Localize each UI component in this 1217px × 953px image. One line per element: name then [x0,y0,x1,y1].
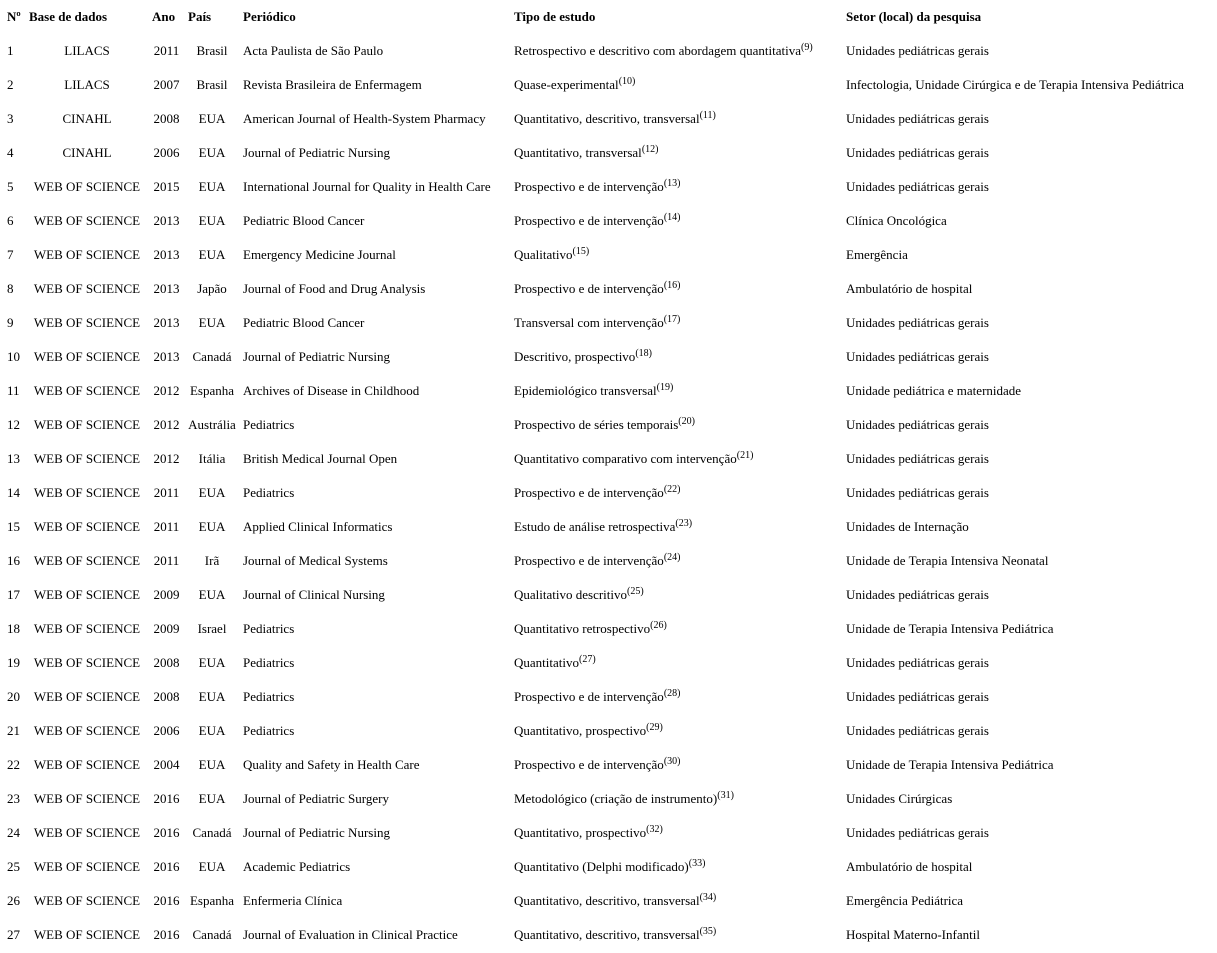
cell-tipo [507,646,839,680]
cell-periodico: International Journal for Quality in Health Care [243,179,491,194]
cell-num: 6 [7,213,14,228]
cell-pais: Canadá [192,825,232,840]
cell-periodico: Quality and Safety in Health Care [243,757,420,772]
cell-num: 19 [7,655,20,670]
study-type-text: Prospectivo e de intervenção [514,485,664,500]
cell-ano: 2008 [153,655,180,670]
cell-pais: Japão [197,281,227,296]
table-row [0,578,1217,612]
cell-periodico: Pediatric Blood Cancer [243,315,365,330]
cell-num: 25 [7,859,20,874]
study-type-text: Prospectivo e de intervenção [514,757,664,772]
cell-tipo [507,204,839,238]
cell-num: 21 [7,723,20,738]
cell-setor: Unidades pediátricas gerais [846,349,989,364]
cell-ano: 2011 [153,553,180,568]
cell-ano: 2008 [153,111,180,126]
reference-number: (21) [736,450,754,461]
cell-ano: 2013 [153,315,180,330]
table-row [0,510,1217,544]
cell-pais: Canadá [192,927,232,942]
cell-setor: Unidades Cirúrgicas [846,791,953,806]
header-pais: País [188,9,212,24]
cell-setor: Unidade de Terapia Intensiva Pediátrica [846,757,1054,772]
table-row [0,408,1217,442]
table-row [0,238,1217,272]
reference-number: (35) [699,926,717,937]
table-row [0,34,1217,68]
cell-base: WEB OF SCIENCE [33,281,141,296]
cell-base: CINAHL [62,111,112,126]
header-row [0,0,1217,34]
cell-num: 4 [7,145,14,160]
cell-base: WEB OF SCIENCE [33,893,141,908]
cell-base: WEB OF SCIENCE [33,451,141,466]
cell-pais: Irã [204,553,220,568]
cell-tipo [507,612,839,646]
cell-periodico: Pediatrics [243,621,295,636]
cell-tipo [507,136,839,170]
study-type-text: Estudo de análise retrospectiva [514,519,676,534]
cell-num: 1 [7,43,14,58]
cell-pais: EUA [198,179,226,194]
cell-tipo [507,408,839,442]
study-type-text: Metodológico (criação de instrumento) [514,791,718,806]
cell-pais: EUA [198,689,226,704]
cell-pais: EUA [198,485,226,500]
cell-tipo [507,748,839,782]
reference-number: (19) [656,382,674,393]
cell-periodico: Archives of Disease in Childhood [243,383,420,398]
cell-num: 23 [7,791,20,806]
cell-setor: Unidades pediátricas gerais [846,111,989,126]
cell-pais: Austrália [188,417,236,432]
table-row [0,782,1217,816]
cell-periodico: Academic Pediatrics [243,859,351,874]
reference-number: (32) [646,824,663,835]
study-type-text: Quantitativo [514,655,579,670]
cell-tipo [507,578,839,612]
study-type-text: Quantitativo, descritivo, transversal [514,111,700,126]
study-type-text: Prospectivo e de intervenção [514,553,664,568]
table-row [0,340,1217,374]
cell-ano: 2013 [153,349,180,364]
table-row [0,816,1217,850]
cell-setor: Unidades pediátricas gerais [846,315,989,330]
cell-setor: Unidades pediátricas gerais [846,825,989,840]
study-type-text: Quantitativo, prospectivo [514,723,647,738]
cell-base: WEB OF SCIENCE [33,553,141,568]
cell-tipo [507,340,839,374]
reference-number: (16) [663,280,681,291]
study-type-text: Quantitativo comparativo com intervenção [514,451,737,466]
cell-periodico: Pediatrics [243,723,295,738]
cell-periodico: Journal of Evaluation in Clinical Practice [243,927,458,942]
cell-setor: Infectologia, Unidade Cirúrgica e de Terapia Intensiva Pediátrica [846,77,1184,92]
study-type-text: Epidemiológico transversal [514,383,657,398]
cell-tipo [507,816,839,850]
cell-periodico: Enfermeria Clínica [243,893,343,908]
cell-num: 5 [7,179,14,194]
header-base: Base de dados [29,9,108,24]
cell-pais: EUA [198,145,226,160]
cell-periodico: Journal of Clinical Nursing [243,587,385,602]
cell-tipo [507,238,839,272]
reference-number: (31) [717,790,734,801]
cell-base: WEB OF SCIENCE [33,417,141,432]
cell-base: WEB OF SCIENCE [33,689,141,704]
cell-setor: Unidade de Terapia Intensiva Neonatal [846,553,1049,568]
study-type-text: Qualitativo [514,247,573,262]
cell-base: WEB OF SCIENCE [33,349,141,364]
table-row [0,204,1217,238]
cell-setor: Unidades pediátricas gerais [846,587,989,602]
reference-number: (9) [801,42,813,53]
reference-number: (15) [572,246,590,257]
study-type-text: Descritivo, prospectivo [514,349,636,364]
table-row [0,884,1217,918]
study-type-text: Prospectivo de séries temporais [514,417,679,432]
cell-periodico: Pediatrics [243,485,295,500]
cell-ano: 2009 [153,621,180,636]
cell-num: 18 [7,621,20,636]
reference-number: (17) [663,314,681,325]
header-tipo: Tipo de estudo [514,9,596,24]
study-type-text: Quantitativo (Delphi modificado) [514,859,689,874]
cell-pais: Canadá [192,349,232,364]
table-row [0,680,1217,714]
cell-tipo [507,680,839,714]
cell-ano: 2015 [153,179,180,194]
cell-pais: Itália [198,451,226,466]
cell-periodico: Pediatrics [243,417,295,432]
cell-base: WEB OF SCIENCE [33,315,141,330]
cell-pais: Israel [197,621,227,636]
cell-num: 24 [7,825,20,840]
cell-num: 17 [7,587,20,602]
cell-ano: 2009 [153,587,180,602]
reference-number: (27) [579,654,596,665]
cell-base: WEB OF SCIENCE [33,383,141,398]
reference-number: (12) [641,144,659,155]
study-type-text: Retrospectivo e descritivo com abordagem quantitativa [514,43,801,58]
cell-setor: Ambulatório de hospital [846,859,973,874]
cell-tipo [507,170,839,204]
cell-num: 7 [7,247,14,262]
cell-setor: Unidades pediátricas gerais [846,485,989,500]
cell-ano: 2016 [153,927,180,942]
table-row [0,476,1217,510]
study-type-text: Quantitativo, descritivo, transversal [514,927,700,942]
cell-periodico: British Medical Journal Open [243,451,398,466]
cell-base: WEB OF SCIENCE [33,791,141,806]
cell-num: 20 [7,689,20,704]
cell-periodico: Revista Brasileira de Enfermagem [243,77,422,92]
cell-base: WEB OF SCIENCE [33,927,141,942]
cell-setor: Ambulatório de hospital [846,281,973,296]
reference-number: (13) [663,178,681,189]
reference-number: (18) [635,348,652,359]
cell-pais: EUA [198,247,226,262]
reference-number: (22) [663,484,681,495]
cell-base: LILACS [64,43,110,58]
cell-base: WEB OF SCIENCE [33,213,141,228]
cell-setor: Unidades pediátricas gerais [846,689,989,704]
cell-periodico: Acta Paulista de São Paulo [243,43,384,58]
cell-base: WEB OF SCIENCE [33,825,141,840]
cell-periodico: Pediatrics [243,689,295,704]
cell-tipo [507,510,839,544]
cell-ano: 2013 [153,213,180,228]
cell-num: 8 [7,281,14,296]
cell-num: 9 [7,315,14,330]
header-ano: Ano [152,9,176,24]
cell-pais: EUA [198,655,226,670]
study-type-text: Transversal com intervenção [514,315,664,330]
cell-periodico: Journal of Pediatric Surgery [243,791,389,806]
reference-number: (20) [678,416,695,427]
cell-periodico: Journal of Pediatric Nursing [243,825,390,840]
reference-number: (23) [675,518,693,529]
table-row [0,544,1217,578]
cell-base: WEB OF SCIENCE [33,519,141,534]
cell-setor: Clínica Oncológica [846,213,947,228]
cell-tipo [507,102,839,136]
cell-setor: Unidades pediátricas gerais [846,723,989,738]
reference-number: (33) [688,858,706,869]
cell-ano: 2012 [153,451,180,466]
reference-number: (28) [663,688,681,699]
cell-tipo [507,374,839,408]
cell-periodico: Applied Clinical Informatics [243,519,393,534]
cell-setor: Hospital Materno-Infantil [846,927,980,942]
study-type-text: Quantitativo, transversal [514,145,642,160]
reference-number: (10) [618,76,636,87]
study-type-text: Qualitativo descritivo [514,587,628,602]
cell-setor: Unidades de Internação [846,519,969,534]
cell-ano: 2006 [153,145,180,160]
cell-num: 15 [7,519,20,534]
cell-ano: 2006 [153,723,180,738]
study-type-text: Prospectivo e de intervenção [514,689,664,704]
cell-base: WEB OF SCIENCE [33,247,141,262]
cell-num: 11 [7,383,20,398]
cell-base: LILACS [64,77,110,92]
reference-number: (30) [663,756,681,767]
table-row [0,646,1217,680]
cell-base: WEB OF SCIENCE [33,485,141,500]
cell-pais: EUA [198,587,226,602]
cell-pais: EUA [198,111,226,126]
table-header [0,0,1217,34]
cell-ano: 2013 [153,247,180,262]
cell-pais: Brasil [196,77,228,92]
reference-number: (34) [699,892,717,903]
cell-setor: Unidades pediátricas gerais [846,43,989,58]
cell-ano: 2016 [153,859,180,874]
cell-tipo [507,442,839,476]
cell-pais: EUA [198,723,226,738]
table-row [0,714,1217,748]
study-type-text: Prospectivo e de intervenção [514,281,664,296]
table-row [0,612,1217,646]
cell-periodico: Journal of Pediatric Nursing [243,349,390,364]
cell-pais: EUA [198,791,226,806]
cell-pais: Espanha [189,893,235,908]
cell-num: 10 [7,349,20,364]
cell-ano: 2008 [153,689,180,704]
table-row [0,68,1217,102]
cell-num: 14 [7,485,20,500]
cell-num: 22 [7,757,20,772]
cell-num: 16 [7,553,20,568]
cell-tipo [507,850,839,884]
cell-tipo [507,306,839,340]
table-row [0,442,1217,476]
cell-ano: 2012 [153,417,180,432]
cell-pais: EUA [198,315,226,330]
cell-tipo [507,34,839,68]
cell-setor: Unidades pediátricas gerais [846,451,989,466]
table-row [0,850,1217,884]
table-row [0,136,1217,170]
study-type-text: Quantitativo retrospectivo [514,621,651,636]
reference-number: (14) [663,212,681,223]
cell-num: 2 [7,77,14,92]
table-body [0,34,1217,952]
cell-num: 13 [7,451,20,466]
study-type-text: Quantitativo, prospectivo [514,825,647,840]
cell-periodico: Pediatrics [243,655,295,670]
header-setor: Setor (local) da pesquisa [846,9,982,24]
cell-pais: EUA [198,213,226,228]
cell-periodico: Journal of Pediatric Nursing [243,145,390,160]
cell-setor: Emergência [846,247,908,262]
table-row [0,170,1217,204]
cell-pais: Brasil [196,43,228,58]
cell-tipo [507,782,839,816]
cell-num: 26 [7,893,20,908]
cell-setor: Emergência Pediátrica [846,893,964,908]
cell-ano: 2016 [153,825,180,840]
cell-tipo [507,714,839,748]
study-type-text: Prospectivo e de intervenção [514,179,664,194]
reference-number: (29) [646,722,663,733]
cell-tipo [507,476,839,510]
table-row [0,918,1217,952]
reference-number: (25) [627,586,644,597]
cell-ano: 2016 [153,893,180,908]
header-num: Nº [7,9,21,24]
cell-num: 3 [7,111,14,126]
cell-ano: 2011 [153,485,180,500]
cell-base: WEB OF SCIENCE [33,757,141,772]
cell-pais: EUA [198,519,226,534]
table-row [0,102,1217,136]
cell-ano: 2011 [153,43,180,58]
cell-base: WEB OF SCIENCE [33,655,141,670]
cell-tipo [507,272,839,306]
cell-pais: EUA [198,859,226,874]
cell-tipo [507,68,839,102]
cell-base: WEB OF SCIENCE [33,723,141,738]
cell-periodico: Journal of Food and Drug Analysis [243,281,426,296]
study-type-text: Quase-experimental [514,77,619,92]
cell-setor: Unidades pediátricas gerais [846,145,989,160]
cell-ano: 2007 [153,77,180,92]
cell-base: CINAHL [62,145,112,160]
cell-ano: 2011 [153,519,180,534]
cell-tipo [507,884,839,918]
cell-tipo [507,544,839,578]
cell-setor: Unidade de Terapia Intensiva Pediátrica [846,621,1054,636]
cell-num: 27 [7,927,20,942]
cell-setor: Unidades pediátricas gerais [846,179,989,194]
reference-number: (26) [650,620,667,631]
cell-base: WEB OF SCIENCE [33,621,141,636]
cell-ano: 2004 [153,757,180,772]
table-row [0,374,1217,408]
study-type-text: Quantitativo, descritivo, transversal [514,893,700,908]
cell-setor: Unidades pediátricas gerais [846,655,989,670]
table-row [0,272,1217,306]
table-row [0,748,1217,782]
cell-setor: Unidades pediátricas gerais [846,417,989,432]
study-type-text: Prospectivo e de intervenção [514,213,664,228]
reference-number: (24) [663,552,681,563]
cell-pais: Espanha [189,383,235,398]
cell-setor: Unidade pediátrica e maternidade [846,383,1022,398]
cell-periodico: Pediatric Blood Cancer [243,213,365,228]
cell-ano: 2016 [153,791,180,806]
header-periodico: Periódico [243,9,296,24]
cell-base: WEB OF SCIENCE [33,859,141,874]
cell-num: 12 [7,417,20,432]
cell-pais: EUA [198,757,226,772]
cell-ano: 2013 [153,281,180,296]
cell-periodico: American Journal of Health-System Pharmacy [243,111,486,126]
cell-tipo [507,918,839,952]
table-row [0,306,1217,340]
cell-periodico: Journal of Medical Systems [243,553,388,568]
cell-base: WEB OF SCIENCE [33,179,141,194]
cell-base: WEB OF SCIENCE [33,587,141,602]
reference-number: (11) [699,110,716,121]
cell-ano: 2012 [153,383,180,398]
cell-periodico: Emergency Medicine Journal [243,247,396,262]
